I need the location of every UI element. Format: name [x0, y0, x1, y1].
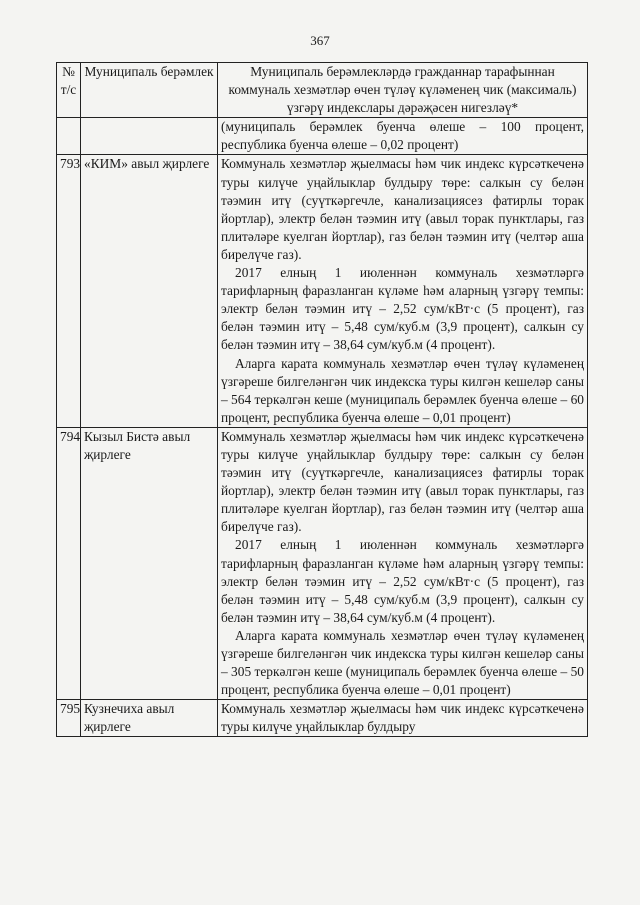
paragraph-tariffs: 2017 елның 1 июленнән коммуналь хезмәтләргә тарифларның фаразланган күләме һәм аларның үзгәрү темпы: электр белән тәэмин итү – 2,52 сум/кВт·с (5 процент), газ белән тәэмин итү – 5,48 сум/куб.м (3,9 процент), салкын су белән тәэмин итү – 38,64 сум/куб.м (4 процент).: [221, 265, 584, 353]
index-description: [218, 427, 588, 699]
continuation-name-cell: [81, 118, 218, 155]
row-number: 793: [57, 155, 81, 427]
page-number: 367: [310, 33, 330, 48]
header-number: № т/с: [57, 63, 81, 118]
paragraph-services: Коммуналь хезмәтләр җыелмасы һәм чик индекс күрсәткеченә туры килүче уңайлыклар булдыру төре: салкын су белән тәэмин итү (суүткәргечле, канализациясез фатирлы торак йортлар), электр белән тәэмин итү (авыл торак пунктлары, газ плитәләре куелган йортлар), газ белән тәэмин итү (челтәр аша бирелүче газ).: [221, 156, 584, 262]
continuation-num-cell: [57, 118, 81, 155]
row-number: 795: [57, 700, 81, 737]
municipality-name: Кузнечиха авыл җирлеге: [81, 700, 218, 737]
table-row: [57, 700, 588, 737]
index-description: [218, 700, 588, 737]
row-number: 794: [57, 427, 81, 699]
paragraph-people-count: Аларга карата коммуналь хезмәтләр өчен түләү күләменең үзгәреше билгеләнгән чик индекска туры килгән кешеләр саны – 564 теркәлгән кеше (муниципаль берәмлек буенча өлеше – 60 процент, республика буенча өлеше – 0,01 процент): [221, 355, 584, 425]
paragraph-tariffs: 2017 елның 1 июленнән коммуналь хезмәтләргә тарифларның фаразланган күләме һәм аларның үзгәрү темпы: электр белән тәэмин итү – 2,52 сум/кВт·с (5 процент), газ белән тәэмин итү – 5,48 сум/куб.м (3,9 процент), салкын су белән тәэмин итү – 38,64 сум/куб.м (4 процент).: [221, 537, 584, 625]
header-municipality: Муниципаль берәмлек: [81, 63, 218, 118]
continuation-text: (муниципаль берәмлек буенча өлеше – 100 процент, республика буенча өлеше – 0,02 процент): [221, 119, 584, 153]
table-header-row: [57, 63, 588, 118]
paragraph-people-count: Аларга карата коммуналь хезмәтләр өчен түләү күләменең үзгәреше билгеләнгән чик индекска туры килгән кешеләр саны – 305 теркәлгән кеше (муниципаль берәмлек буенча өлеше – 50 процент, республика буенча өлеше – 0,01 процент): [221, 627, 584, 698]
continuation-cell: [218, 118, 588, 155]
table-row: [57, 155, 588, 427]
municipality-name: Кызыл Бистә авыл җирлеге: [81, 427, 218, 699]
index-description: [218, 155, 588, 427]
table-row: [57, 427, 588, 699]
header-index: Муниципаль берәмлекләрдә гражданнар тарафыннан коммуналь хезмәтләр өчен түләү күләменең чик (максималь) үзгәрү индекслары дәрәҗәсен нигезләү*: [218, 63, 588, 118]
tariff-index-table: [56, 62, 588, 737]
municipality-name: «КИМ» авыл җирлеге: [81, 155, 218, 427]
paragraph-services: Коммуналь хезмәтләр җыелмасы һәм чик индекс күрсәткеченә туры килүче уңайлыклар булдыру: [221, 701, 584, 735]
continuation-row: [57, 118, 588, 155]
paragraph-services: Коммуналь хезмәтләр җыелмасы һәм чик индекс күрсәткеченә туры килүче уңайлыклар булдыру төре: салкын су белән тәэмин итү (суүткәргечле, канализациясез фатирлы торак йортлар), электр белән тәэмин итү (авыл торак пунктлары, газ плитәләре куелган йортлар), газ белән тәэмин итү (челтәр аша бирелүче газ).: [221, 428, 584, 535]
